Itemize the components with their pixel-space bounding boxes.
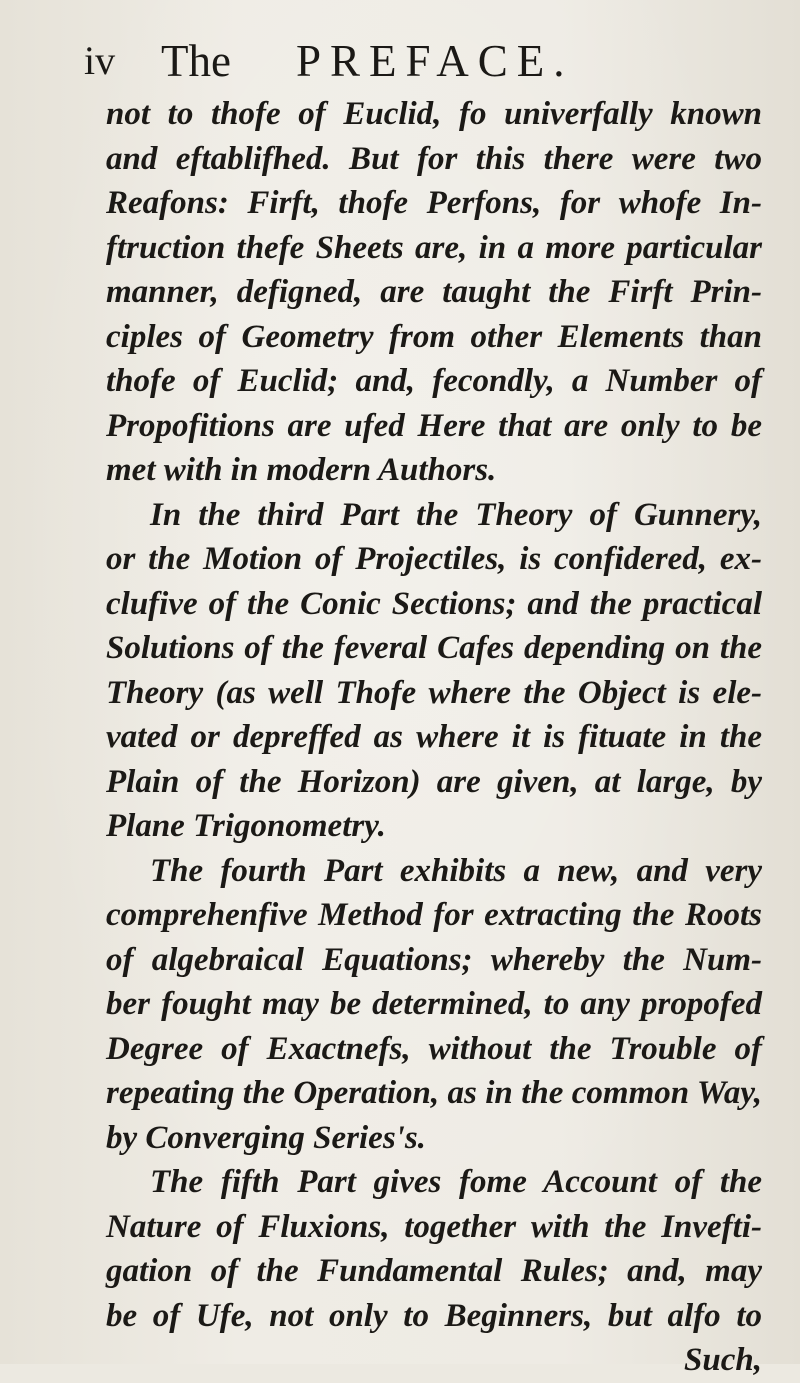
text-line: Reafons: Firft, thofe Perfons, for whofe In- [106,185,762,221]
text-line: by Converging Series's. [106,1119,426,1156]
text-line: ciples of Geometry from other Elements than [106,318,762,355]
running-head [84,36,764,86]
text-line: Degree of Exactnefs, without the Trouble of [106,1030,762,1067]
running-head-the: The [161,36,231,86]
text-line: vated or depreffed as where it is fituate in the [106,719,762,755]
text-line: Plane Trigonometry. [106,808,386,844]
text-line: not to thofe of Euclid, fo univerfally known [106,96,762,132]
text-line: The fifth Part gives fome Account of the [150,1164,762,1200]
text-line: clufive of the Conic Sections; and the practical [106,585,762,622]
text-line: manner, defigned, are taught the Firft Prin- [106,274,762,310]
text-line: Plain of the Horizon) are given, at large, by [106,763,762,800]
text-line: of algebraical Equations; whereby the Num- [106,941,762,978]
body-text [106,92,762,1383]
text-line: Theory (as well Thofe where the Object is ele- [106,674,762,711]
text-line: Solutions of the feveral Cafes depending on the [106,630,762,666]
text-line: and eftablifhed. But for this there were two [106,140,762,177]
running-head-title: PREFACE. [296,36,574,86]
text-line: The fourth Part exhibits a new, and very [150,852,762,889]
text-line: gation of the Fundamental Rules; and, may [106,1253,762,1289]
text-line: In the third Part the Theory of Gunnery, [150,496,762,533]
catchword: Such, [684,1342,762,1378]
text-line: repeating the Operation, as in the common Way, [106,1075,762,1111]
text-line: ftruction thefe Sheets are, in a more particular [106,229,762,266]
text-line: thofe of Euclid; and, fecondly, a Number of [106,363,762,399]
text-line: met with in modern Authors. [106,452,497,488]
page-number: iv [84,38,116,83]
text-line: or the Motion of Projectiles, is confidered, ex- [106,541,762,577]
text-line: Propofitions are ufed Here that are only to be [106,407,762,444]
text-line: ber fought may be determined, to any propofed [106,986,762,1022]
text-line: Nature of Fluxions, together with the Invefti- [106,1208,762,1245]
text-line: be of Ufe, not only to Beginners, but alfo to [106,1297,762,1334]
text-line: comprehenfive Method for extracting the Roots [106,897,762,933]
